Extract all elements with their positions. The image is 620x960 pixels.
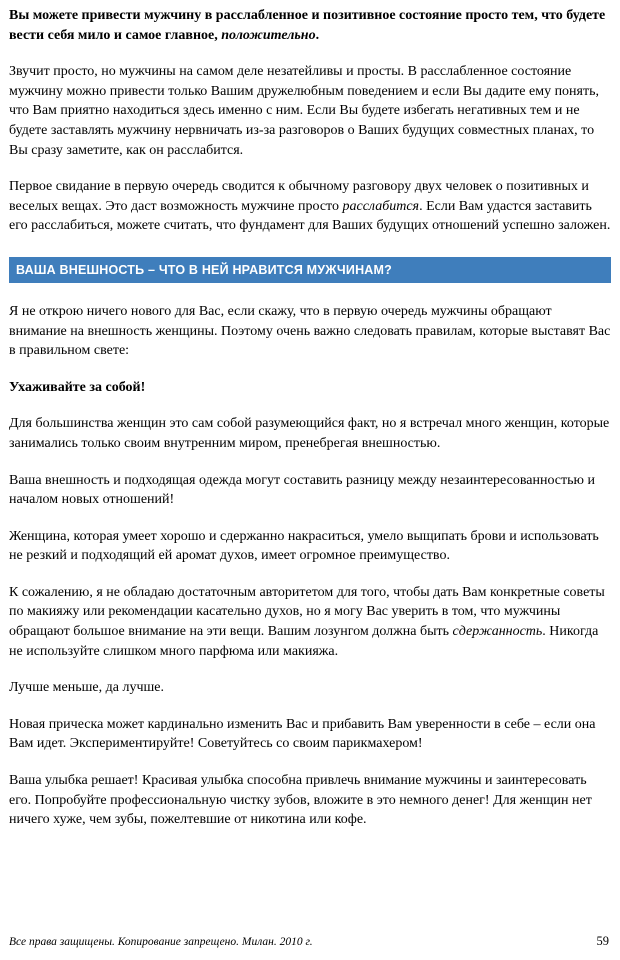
page-content — [9, 6, 611, 830]
page-number: 59 — [596, 934, 609, 948]
paragraph: Звучит просто, но мужчины на самом деле незатейливы и просты. В расслабленное состояние мужчину можно привести только Вашим дружелюбным поведением и если Вы дадите ему понять, что Вам приятно находиться здесь именно с ним. Если Вы будете избегать негативных тем и не будете заставлять мужчину нервничать из-за разговоров о Ваших будущих совместных планах, то Вы сразу заметите, как он расслабится. — [9, 64, 599, 158]
text-segment: К сожалению, я не обладаю достаточным авторитетом для того, чтобы дать Вам конкретные советы по макияжу или рекомендации касательно духов, но я могу Вас уверить в том, что мужчины обращают большое внимание на эти вещи. Вашим лозунгом должна быть — [9, 584, 605, 640]
text-segment: Первое свидание в первую очередь сводится к обычному разговору двух человек о позитивных и веселых вещах. Это даст возможность мужчине просто — [9, 179, 589, 214]
paragraph: Для большинства женщин это сам собой разумеющийся факт, но я встречал много женщин, которые занимались только своим внутренним миром, пренебрегая внешностью. — [9, 416, 610, 451]
paragraph: Женщина, которая умеет хорошо и сдержанно накраситься, умело выщипать брови и использовать не резкий и подходящий ей аромат духов, имеет огромное преимущество. — [9, 528, 599, 564]
text-segment: . — [315, 27, 320, 43]
copyright-notice: Все права защищены. Копирование запрещено. Милан. 2010 г. — [9, 936, 313, 948]
italic-term: расслабится — [342, 198, 420, 214]
paragraph: Я не открою ничего нового для Вас, если скажу, что в первую очередь мужчины обращают внимание на внешность женщины. Поэтому очень важно следовать правилам, которые выставят Вас в правильном свете: — [9, 303, 611, 359]
paragraph: Ваша улыбка решает! Красивая улыбка способна привлечь внимание мужчины и заинтересовать его. Попробуйте профессиональную чистку зубов, вложите в это немного денег! Для женщин нет ничего хуже, чем зубы, пожелтевшие от никотина или кофе. — [9, 773, 592, 828]
subheading: Ухаживайте за собой! — [9, 379, 146, 395]
italic-term: положительно — [221, 27, 316, 43]
italic-term: сдержанность — [452, 624, 543, 640]
text-segment: . Если Вам удастся заставить его расслабиться, можете считать, что фундамент для Ваших будущих отношений успешно заложен. — [9, 198, 611, 234]
paragraph — [9, 583, 611, 661]
paragraph: Ваша внешность и подходящая одежда могут составить разницу между незаинтересованностью и началом новых отношений! — [9, 472, 595, 508]
page-footer — [9, 934, 609, 949]
text-segment: Вы можете привести мужчину в расслабленное и позитивное состояние просто тем, что будете вести себя мило и самое главное, — [9, 8, 606, 43]
paragraph-lead-bold — [9, 6, 611, 45]
text-segment: . Никогда не используйте слишком много парфюма или макияжа. — [9, 624, 599, 659]
paragraph: Лучше меньше, да лучше. — [9, 680, 164, 696]
paragraph: Новая прическа может кардинально изменить Вас и прибавить Вам уверенности в себе – если она Вам идет. Экспериментируйте! Советуйтесь со своим парикмахером! — [9, 716, 596, 752]
paragraph — [9, 177, 611, 236]
section-header-bar: ВАША ВНЕШНОСТЬ – ЧТО В НЕЙ НРАВИТСЯ МУЖЧИНАМ? — [9, 257, 611, 283]
